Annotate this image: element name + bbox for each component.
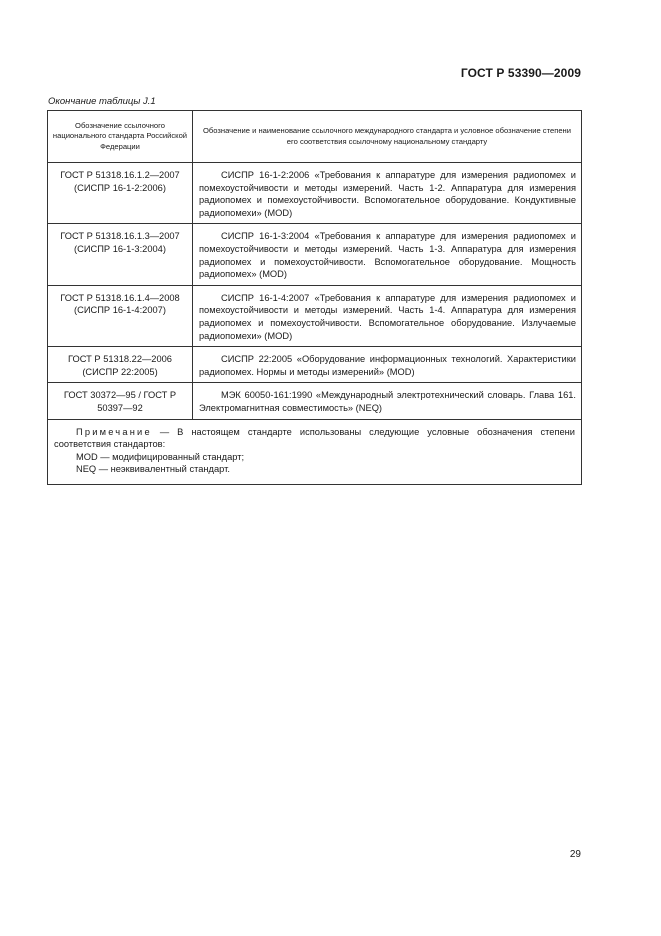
national-standard-cell: ГОСТ Р 51318.16.1.4—2008 (СИСПР 16-1-4:2007) (48, 285, 193, 346)
international-standard-cell: СИСПР 22:2005 «Оборудование информационных технологий. Характеристики радиопомех. Нормы и методы измерений» (MOD) (193, 347, 582, 383)
international-standard-cell: СИСПР 16-1-3:2004 «Требования к аппаратуре для измерения радиопомех и помехоустойчивости и методы измерений. Часть 1-3. Аппаратура для измерения радиопомех и помехоустойчивости. Вспомогательное оборудование. Мощность радиопомех» (MOD) (193, 224, 582, 285)
international-standard-cell: СИСПР 16-1-4:2007 «Требования к аппаратуре для измерения радиопомех и помехоустойчивости и методы измерений. Часть 1-4. Аппаратура для измерения радиопомех и помехоустойчивости. Вспомогательное оборудование. Излучаемые радиопомехи» (MOD) (193, 285, 582, 346)
national-standard-cell: ГОСТ 30372—95 / ГОСТ Р 50397—92 (48, 383, 193, 419)
note-heading (54, 426, 575, 451)
table-header-row (48, 111, 582, 163)
table-row (48, 285, 582, 346)
table-row (48, 347, 582, 383)
table-caption: Окончание таблицы J.1 (48, 96, 156, 107)
table-row (48, 383, 582, 419)
international-standard-cell: СИСПР 16-1-2:2006 «Требования к аппаратуре для измерения радиопомех и помехоустойчивости и методы измерений. Часть 1-2. Аппаратура для измерения радиопомех и помехоустойчивости. Вспомогательное оборудование. Кондуктивные радиопомехи» (MOD) (193, 163, 582, 224)
table-note-row (48, 419, 582, 484)
header-international-standard: Обозначение и наименование ссылочного международного стандарта и условное обозначение степени его соответствия ссылочному национальному стандарту (193, 111, 582, 163)
national-standard-cell: ГОСТ Р 51318.16.1.2—2007 (СИСПР 16-1-2:2006) (48, 163, 193, 224)
document-id: ГОСТ Р 53390—2009 (460, 66, 581, 80)
table-row (48, 224, 582, 285)
reference-table (47, 110, 582, 485)
header-national-standard: Обозначение ссылочного национального стандарта Российской Федерации (48, 111, 193, 163)
national-standard-cell: ГОСТ Р 51318.22—2006 (СИСПР 22:2005) (48, 347, 193, 383)
note-item-neq: NEQ — неэквивалентный стандарт. (76, 464, 230, 475)
national-standard-cell: ГОСТ Р 51318.16.1.3—2007 (СИСПР 16-1-3:2004) (48, 224, 193, 285)
table-row (48, 163, 582, 224)
note-text: — В настоящем стандарте использованы следующие условные обозначения степени соответствия стандартов: (54, 426, 575, 450)
international-standard-cell: МЭК 60050-161:1990 «Международный электротехнический словарь. Глава 161. Электромагнитная совместимость» (NEQ) (193, 383, 582, 419)
note-label: Примечание (76, 426, 152, 437)
page-number: 29 (569, 849, 581, 860)
table-note (48, 419, 582, 484)
note-item-mod: MOD — модифицированный стандарт; (76, 451, 245, 462)
